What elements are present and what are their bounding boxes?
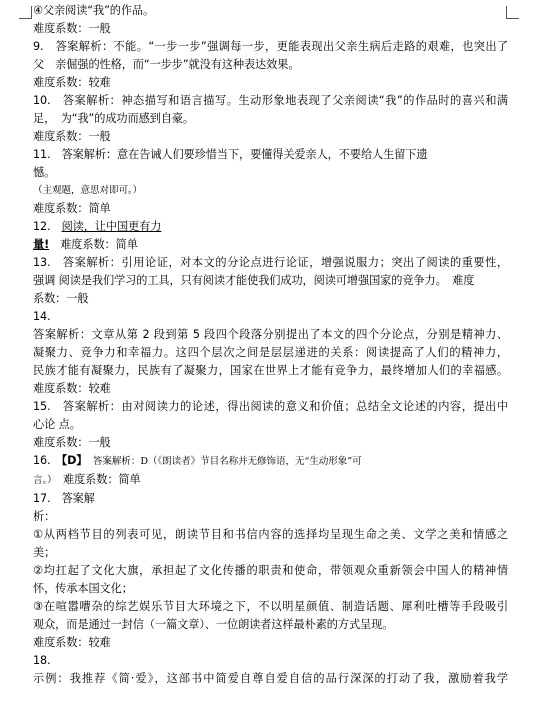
text-line: ④父亲阅读“我”的作品。 [33,4,155,17]
difficulty-line: 难度系数：一般 [33,436,111,449]
text-line: 美； [33,546,56,559]
underlined-answer: 阅读，让中国更有力 [61,220,162,233]
text-line: 15. 答案解析：由对阅读力的论述，得出阅读的意义和价值；总结全文论述的内容，提出中 [33,400,508,413]
question-number: 12. [33,220,51,233]
difficulty-text: 难度系数：简单 [60,238,138,251]
question-number: 16. [33,454,51,467]
text-line: 父 亲倔强的性格，而“一步步”就没有这种表达效果。 [33,58,300,71]
difficulty-line: 难度系数：简单 [33,202,111,215]
text-line: 憾。 [33,166,56,179]
text-line: 18. [33,654,51,667]
crop-mark-top-left [19,6,32,19]
difficulty-line: 难度系数：一般 [33,22,111,35]
text-line: 足， 为“我”的成功而感到自豪。 [33,112,195,125]
text-line: 强调 阅读是我们学习的工具，只有阅读才能使我们成功，阅读可增强国家的竞争力。 难度 [33,274,475,287]
text-line: ③在喧嚣嘈杂的综艺娱乐节目大环境之下，不以明星颜值、制造话题、犀利吐槽等手段吸引 [33,600,508,613]
text-line: 答案解析：文章从第 2 段到第 5 段四个段落分别提出了本文的四个分论点，分别是精神力、 [33,328,508,341]
difficulty-line: 难度系数：一般 [33,130,111,143]
text-line: 析： [33,510,56,523]
underlined-answer-end: 量! [33,238,50,251]
question-16-line [33,452,508,471]
text-line: 13. 答案解析：引用论证，对本文的分论点进行论证，增强说服力；突出了阅读的重要性， [33,256,508,269]
text-line: 示例：我推荐《简·爱》，这部书中简爱自尊自爱自信的品行深深的打动了我，激励着我学 [33,672,508,685]
text-line: 系数：一般 [33,292,89,305]
note-line: （主观题，意思对即可。） [33,185,143,196]
difficulty-line: 难度系数：较难 [33,76,111,89]
answer-choice: 【D】 [61,454,82,467]
question-16-line-2 [33,471,508,490]
text-line: ①从两档节目的列表可见，朗读节目和书信内容的选择均呈现生命之美、文学之美和情感之 [33,528,508,541]
text-line: 心论 点。 [33,418,81,431]
text-line: 14. [33,310,51,323]
text-line: 凝聚力、竞争力和幸福力。这四个层次之间是层层递进的关系：阅读提高了人们的精神力， [33,346,508,359]
difficulty-line: 难度系数：较难 [33,636,111,649]
text-line: 11. 答案解析：意在告诫人们要珍惜当下，要懂得关爱亲人，不要给人生留下遗 [33,148,428,161]
text-line: 17. 答案解 [33,492,95,505]
text-line: 怀，传承本国文化； [33,582,133,595]
text-line: ②均扛起了文化大旗，承担起了文化传播的职责和使命，带领观众重新领会中国人的精神情 [33,564,508,577]
answer-content [33,2,508,688]
question-12-line-2 [33,236,508,254]
text-line: 9. 答案解析：不能。“一步一步”强调每一步，更能表现出父亲生病后走路的艰难，也突出了 [33,40,508,53]
question-12-line [33,218,508,236]
answer-note-end: 言。） [33,475,52,486]
difficulty-line: 难度系数：较难 [33,382,111,395]
text-line: 10. 答案解析：神态描写和语言描写。生动形象地表现了父亲阅读“我”的作品时的喜兴和满 [33,94,508,107]
text-line: 观众，而是通过一封信（一篇文章）、一位朗读者这样最朴素的方式呈现。 [33,618,394,631]
difficulty-text: 难度系数：简单 [62,473,141,486]
answer-note: 答案解析：D（《朗读者》节目名称并无修饰语，无“生动形象”可 [92,456,362,467]
text-line: 民族才能有凝聚力，民族有了凝聚力，国家在世界上才能有竞争力，最终增加人们的幸福感。 [33,364,508,377]
